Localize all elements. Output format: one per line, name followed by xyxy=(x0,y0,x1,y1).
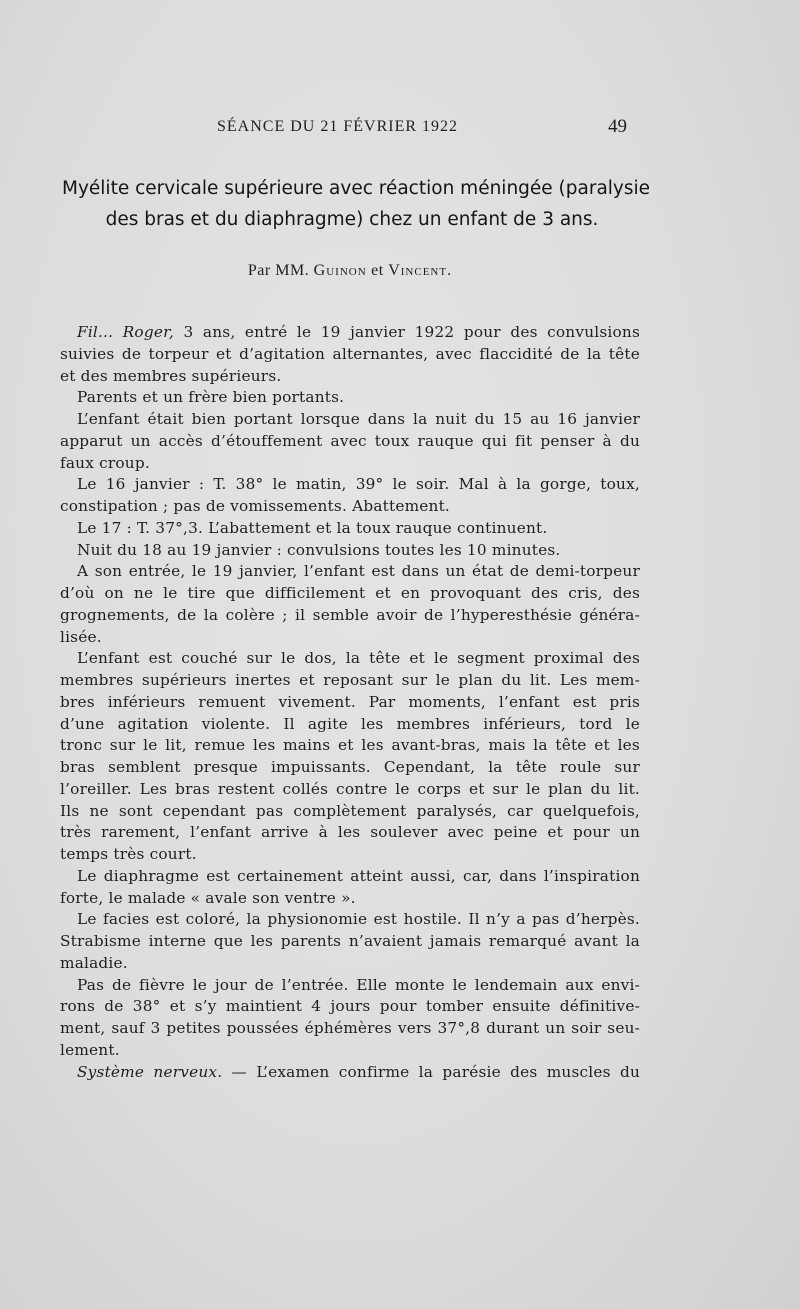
text-line: et des membres supérieurs. xyxy=(60,366,282,385)
text-line: ment, sauf 3 petites poussées éphémères vers 37°,8 durant un soir seu- xyxy=(60,1019,640,1037)
text-line: lisée. xyxy=(60,627,102,646)
author-guinon: Guinon xyxy=(313,262,367,279)
running-head xyxy=(0,118,800,142)
text-line: Parents et un frère bien portants. xyxy=(77,388,345,407)
text-line: rons de 38° et s’y maintient 4 jours pour tomber ensuite définitive- xyxy=(60,997,640,1016)
patient-name: Fil... Roger, xyxy=(77,323,174,341)
text-line: membres supérieurs inertes et reposant sur le plan du lit. Les mem- xyxy=(60,671,640,689)
text-line: d’une agitation violente. Il agite les membres inférieurs, tord le xyxy=(60,714,640,733)
text-line: Le facies est coloré, la physionomie est hostile. Il n’y a pas d’herpès. xyxy=(77,910,640,929)
article-title-line-2: des bras et du diaphragme) chez un enfant de 3 ans. xyxy=(105,209,599,230)
text-line: maladie. xyxy=(60,953,128,972)
text-line: suivies de torpeur et d’agitation alternantes, avec flaccidité de la tête xyxy=(60,344,640,363)
section-label: Système nerveux. xyxy=(77,1062,223,1081)
text-line: faux croup. xyxy=(60,453,150,472)
text-line: lement. xyxy=(60,1040,120,1059)
text-segment: — L’examen confirme la parésie des muscles du xyxy=(222,1062,640,1081)
text-segment: 3 ans, entré le 19 janvier 1922 pour des convulsions xyxy=(173,323,640,341)
text-line: L’enfant est couché sur le dos, la tête et le segment proximal des xyxy=(77,649,640,668)
text-line: Nuit du 18 au 19 janvier : convulsions toutes les 10 minutes. xyxy=(77,540,561,559)
page-number: 49 xyxy=(608,116,627,137)
text-line: Ils ne sont cependant pas complètement paralysés, car quelquefois, xyxy=(60,801,640,820)
article-title-line-1: Myélite cervicale supérieure avec réaction méningée (paralysie xyxy=(62,178,651,199)
text-line: bras semblent presque impuissants. Cependant, la tête roule sur xyxy=(60,758,640,776)
text-line: Strabisme interne que les parents n’avaient jamais remarqué avant la xyxy=(60,932,640,950)
running-title: SÉANCE DU 21 FÉVRIER 1922 xyxy=(217,118,459,135)
text-line: bres inférieurs remuent vivement. Par moments, l’enfant est pris xyxy=(60,692,640,711)
text-line: forte, le malade « avale son ventre ». xyxy=(60,888,356,907)
author-vincent: Vincent. xyxy=(388,262,453,279)
byline-and: et xyxy=(371,262,384,279)
text-line: très rarement, l’enfant arrive à les soulever avec peine et pour un xyxy=(60,823,640,842)
text-line: apparut un accès d’étouffement avec toux rauque qui fit penser à du xyxy=(60,431,640,450)
text-line: constipation ; pas de vomissements. Abattement. xyxy=(60,497,450,515)
text-line: Le 16 janvier : T. 38° le matin, 39° le soir. Mal à la gorge, toux, xyxy=(77,475,640,494)
text-line: grognements, de la colère ; il semble avoir de l’hyperesthésie généra- xyxy=(60,605,640,624)
text-line: Pas de fièvre le jour de l’entrée. Elle monte le lendemain aux envi- xyxy=(77,975,640,994)
text-line: A son entrée, le 19 janvier, l’enfant est dans un état de demi-torpeur xyxy=(77,562,640,581)
text-line: l’oreiller. Les bras restent collés contre le corps et sur le plan du lit. xyxy=(60,779,640,798)
text-line: Le 17 : T. 37°,3. L’abattement et la toux rauque continuent. xyxy=(77,518,548,537)
text-line: Le diaphragme est certainement atteint aussi, car, dans l’inspiration xyxy=(77,866,640,885)
text-line xyxy=(60,322,640,344)
text-line: tronc sur le lit, remue les mains et les avant-bras, mais la tête et les xyxy=(60,736,640,755)
text-line: d’où on ne le tire que difficilement et en provoquant des cris, des xyxy=(60,584,640,602)
body-text xyxy=(60,322,640,1083)
article-title xyxy=(62,173,651,235)
byline-prefix: Par MM. xyxy=(247,262,310,279)
text-line xyxy=(60,1062,640,1084)
byline xyxy=(0,262,700,280)
text-line: temps très court. xyxy=(60,845,197,863)
text-line: L’enfant était bien portant lorsque dans la nuit du 15 au 16 janvier xyxy=(77,410,640,428)
